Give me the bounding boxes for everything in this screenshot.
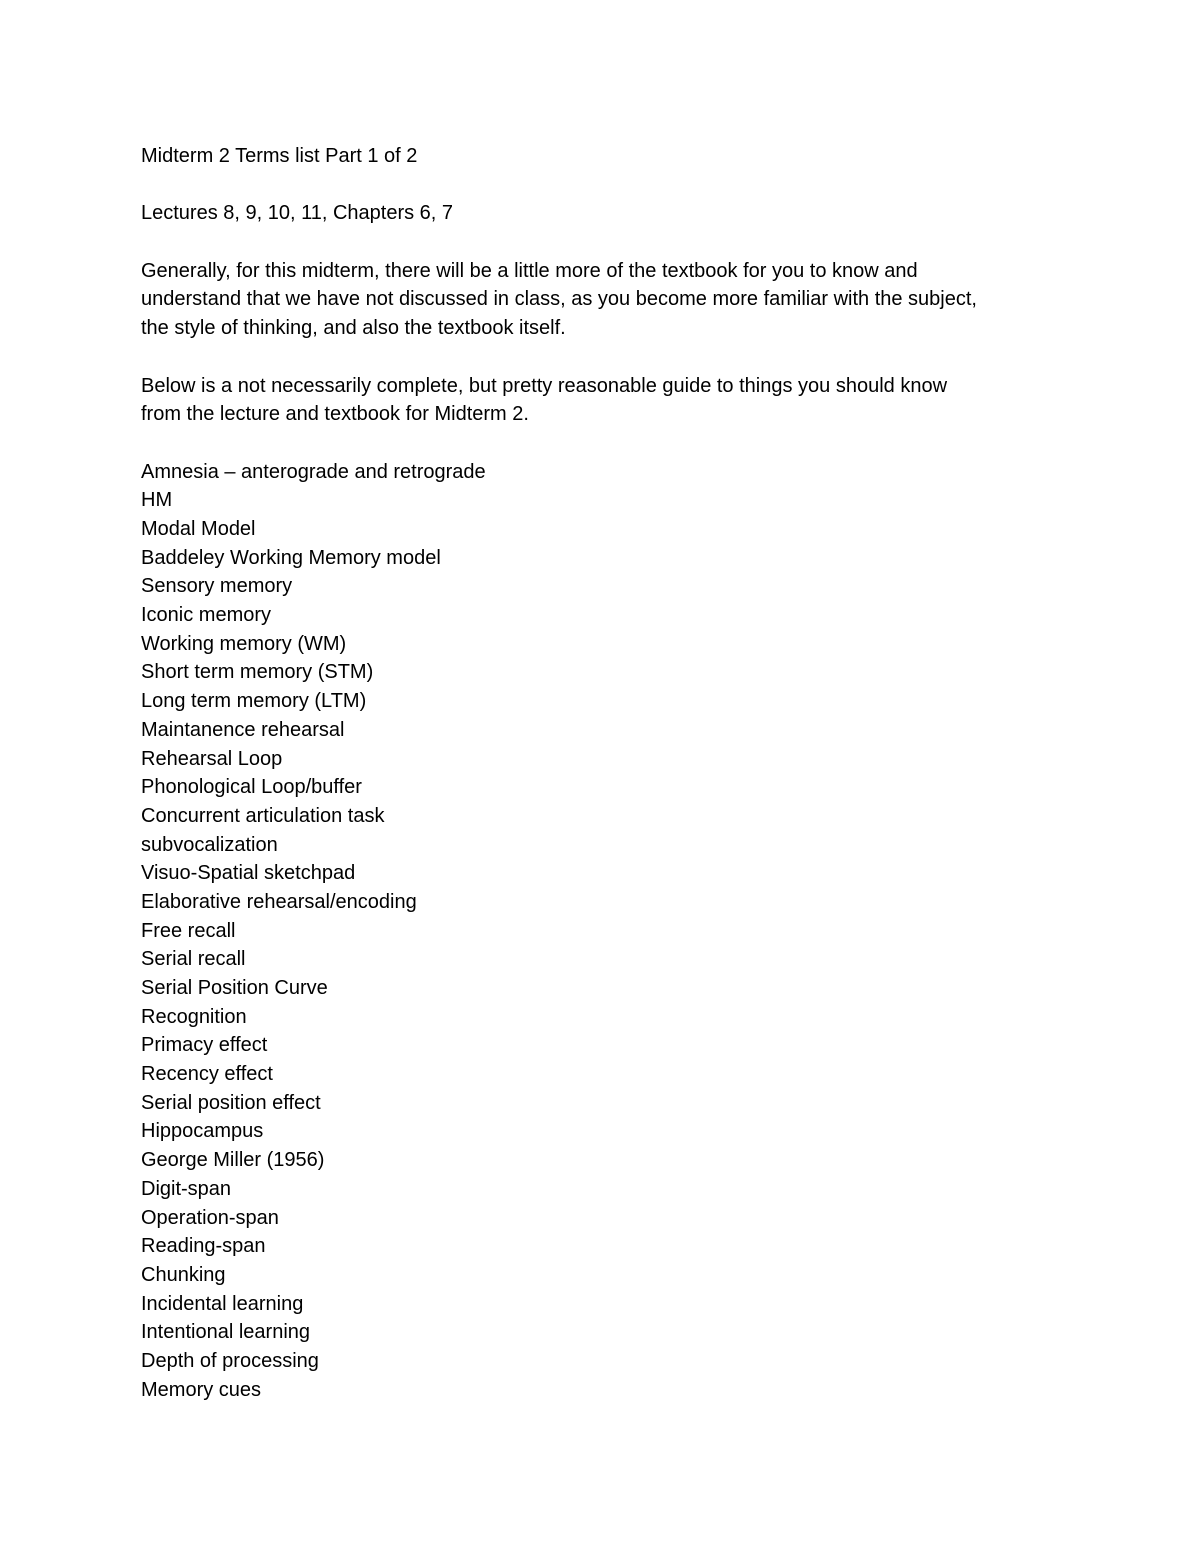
- guide-line: from the lecture and textbook for Midterm 2.: [141, 403, 529, 426]
- term-item: Working memory (WM): [141, 632, 347, 655]
- guide-line: Below is a not necessarily complete, but pretty reasonable guide to things you should know: [141, 374, 948, 397]
- intro-line: Generally, for this midterm, there will be a little more of the textbook for you to know and: [141, 259, 918, 282]
- term-item: Modal Model: [141, 518, 256, 541]
- term-item: Depth of processing: [141, 1349, 319, 1372]
- document-title: [141, 142, 1061, 171]
- term-item: Reading-span: [141, 1235, 266, 1258]
- term-item: Digit-span: [141, 1177, 232, 1200]
- intro-line: understand that we have not discussed in class, as you become more familiar with the subject,: [141, 288, 977, 311]
- term-item: Memory cues: [141, 1378, 262, 1401]
- intro-line: the style of thinking, and also the textbook itself.: [141, 317, 566, 340]
- term-item: Elaborative rehearsal/encoding: [141, 890, 417, 913]
- term-item: Primacy effect: [141, 1034, 268, 1057]
- term-item: Serial recall: [141, 948, 246, 971]
- term-item: subvocalization: [141, 833, 278, 856]
- term-item: Incidental learning: [141, 1292, 304, 1315]
- term-item: Chunking: [141, 1263, 226, 1286]
- term-item: Serial Position Curve: [141, 977, 328, 1000]
- document-content: [141, 142, 1061, 1404]
- term-item: Sensory memory: [141, 575, 293, 598]
- term-item: Concurrent articulation task: [141, 804, 385, 827]
- term-item: Long term memory (LTM): [141, 690, 367, 713]
- term-item: Maintanence rehearsal: [141, 718, 345, 741]
- term-item: Intentional learning: [141, 1321, 311, 1344]
- term-item: Serial position effect: [141, 1091, 321, 1114]
- term-item: George Miller (1956): [141, 1149, 325, 1172]
- term-item: Recognition: [141, 1005, 247, 1028]
- guide-paragraph: [141, 372, 1061, 429]
- coverage-text: Lectures 8, 9, 10, 11, Chapters 6, 7: [141, 202, 454, 225]
- term-item: HM: [141, 489, 173, 512]
- coverage-line: [141, 199, 1061, 228]
- title-text: Midterm 2 Terms list Part 1 of 2: [141, 145, 418, 167]
- term-item: Phonological Loop/buffer: [141, 776, 362, 799]
- term-item: Free recall: [141, 919, 236, 942]
- terms-list: [141, 458, 1061, 1405]
- intro-paragraph: [141, 257, 1061, 343]
- term-item: Visuo-Spatial sketchpad: [141, 862, 356, 885]
- term-item: Hippocampus: [141, 1120, 264, 1143]
- term-item: Operation-span: [141, 1206, 279, 1229]
- term-item: Rehearsal Loop: [141, 747, 283, 770]
- term-item: Amnesia – anterograde and retrograde: [141, 460, 486, 483]
- term-item: Baddeley Working Memory model: [141, 546, 441, 569]
- term-item: Short term memory (STM): [141, 661, 374, 684]
- term-item: Recency effect: [141, 1063, 273, 1086]
- term-item: Iconic memory: [141, 604, 272, 627]
